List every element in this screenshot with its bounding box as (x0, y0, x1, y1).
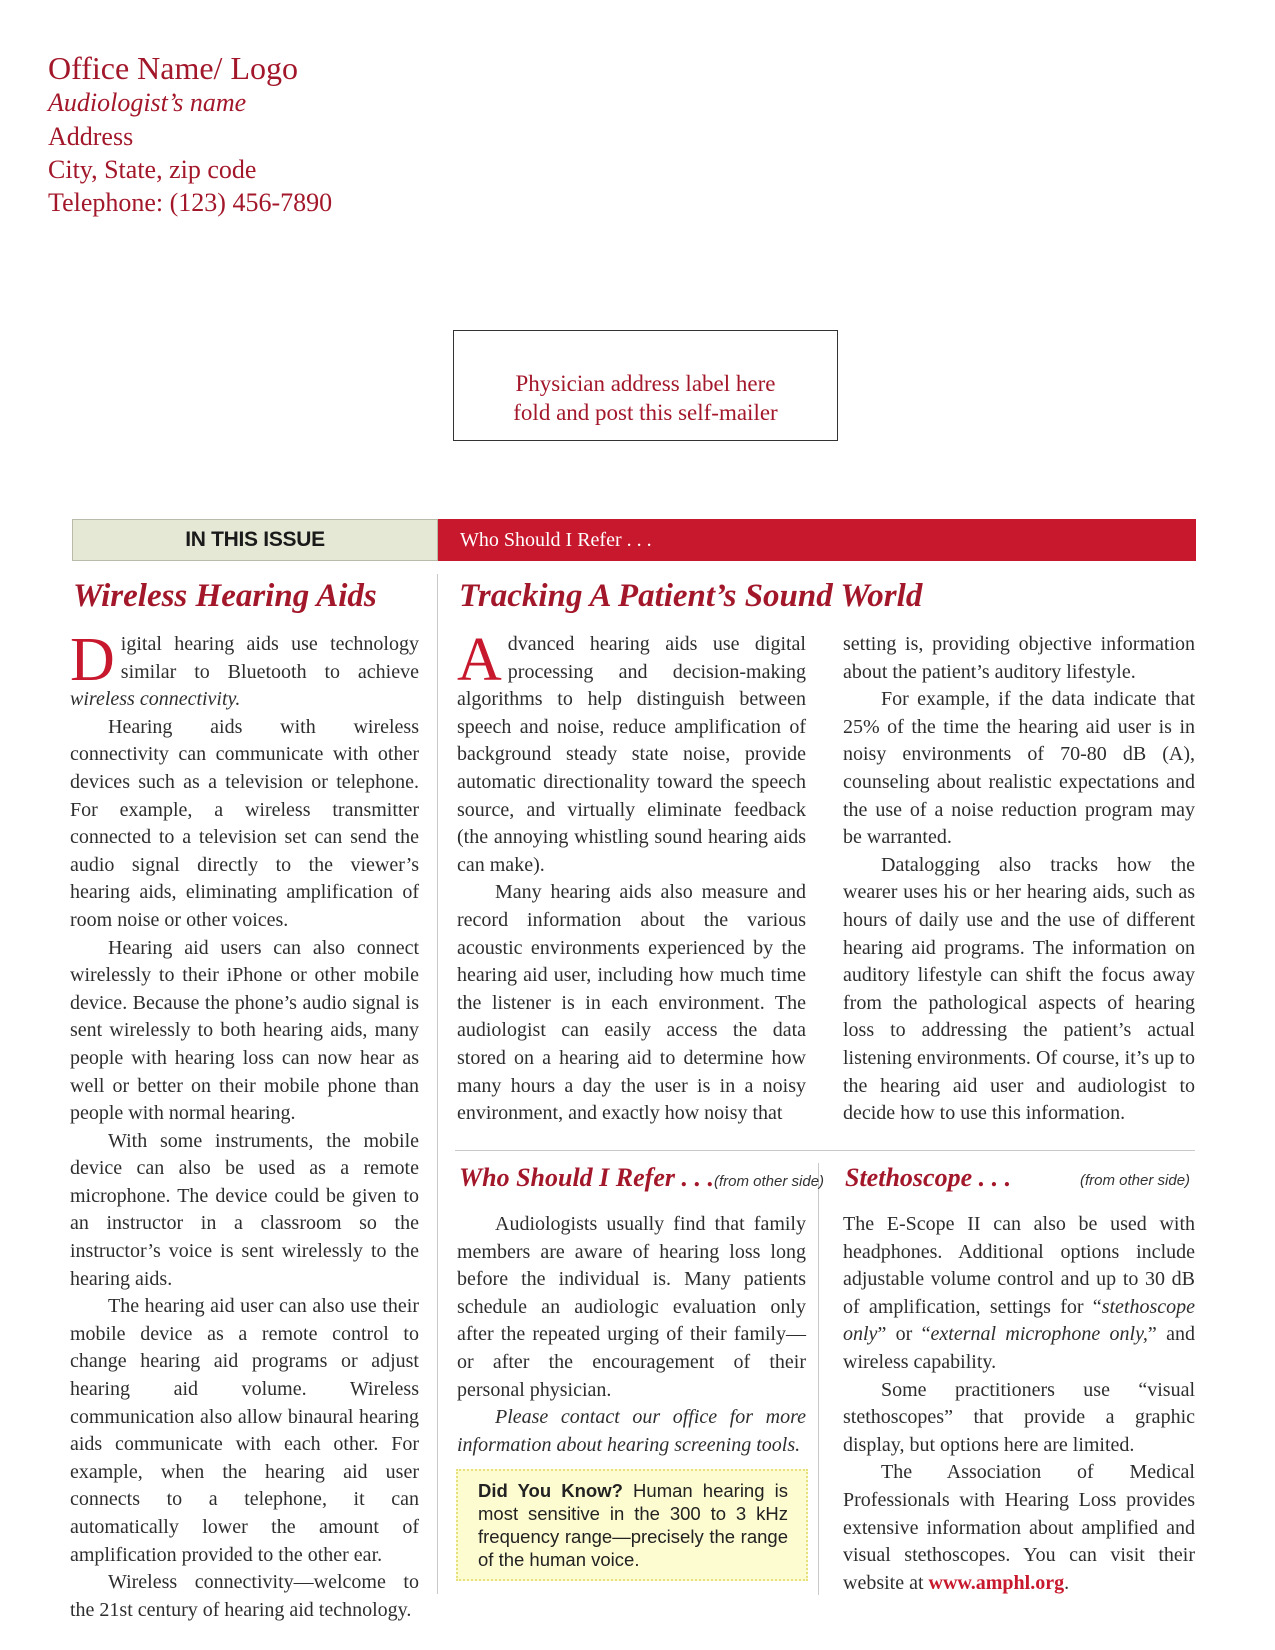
wireless-paragraph-5: The hearing aid user can also use their mobile device as a remote control to change hearing aid programs or adjust hearing aid volume. Wireless communication also allow binaural hearing aids communicate with each other. For example, when the hearing aid user connects to a telephone, it can automatically lower the amount of amplification provided to the other ear. (70, 1295, 419, 1566)
who-should-i-refer-banner: Who Should I Refer . . . (438, 519, 1196, 561)
stethoscope-title: Stethoscope . . . (845, 1163, 1012, 1192)
office-telephone: Telephone: (123) 456-7890 (48, 188, 333, 217)
steth-p3-end: . (1064, 1571, 1070, 1594)
section-divider (455, 1150, 1195, 1151)
stethoscope-note: (from other side) (1080, 1172, 1191, 1189)
refer-note: (from other side) (714, 1173, 825, 1190)
tracking-paragraph-4: For example, if the data indicate that 25% of the time the hearing aid user is in noisy environments of 70-80 dB (A), counseling about realistic expectations and the use of a noise reduction program may be warranted. (843, 688, 1195, 849)
office-name: Office Name/ Logo (48, 50, 298, 86)
wireless-paragraph-3: Hearing aid users can also connect wirelessly to their iPhone or other mobile device. Because the phone’s audio signal is sent wirelessly to both hearing aids, many people with hearing loss can now hear as well or better on their mobile phone than people with normal hearing. (70, 936, 419, 1125)
wireless-article (70, 626, 419, 1624)
stethoscope-paragraph-2: Some practitioners use “visual stethoscopes” that provide a graphic display, but options here are limited. (843, 1378, 1195, 1456)
office-address: Address (48, 122, 134, 151)
tracking-paragraph-2: Many hearing aids also measure and record information about the various acoustic environments experienced by the hearing aid user, including how much time the listener is in each environment. The audiologist can easily access the data stored on a hearing aid to determine how many hours a day the user is in a noisy environment, and exactly how noisy that (457, 881, 806, 1125)
tracking-drop-cap: A (457, 626, 502, 694)
did-you-know-text: Human hearing is most sensitive in the 300 to 3 kHz frequency range—precisely the range of the human voice. (478, 1480, 788, 1570)
wireless-drop-cap: D (70, 626, 115, 694)
wireless-paragraph-6: Wireless connectivity—welcome to the 21st century of hearing aid technology. (70, 1571, 419, 1621)
did-you-know-lead: Did You Know? (478, 1480, 623, 1501)
tracking-title: Tracking A Patient’s Sound World (459, 578, 923, 614)
wireless-p1-emphasis: wireless connectivity. (70, 688, 241, 711)
steth-p1-b: ” or “ (877, 1323, 931, 1346)
amphl-website-link[interactable]: www.amphl.org (928, 1571, 1065, 1594)
column-divider (437, 574, 438, 1594)
office-city-state-zip: City, State, zip code (48, 155, 257, 184)
wireless-paragraph-2: Hearing aids with wireless connectivity can communicate with other devices such as a television or telephone. For example, a wireless transmitter connected to a television set can send the audio signal directly to the viewer’s hearing aids, eliminating amplification of room noise or other voices. (70, 715, 419, 931)
stethoscope-paragraph-1 (843, 1211, 1195, 1377)
refer-title (459, 1163, 824, 1193)
stethoscope-paragraph-3 (843, 1459, 1195, 1597)
office-header (48, 52, 332, 223)
tracking-paragraph-3: setting is, providing objective information about the patient’s auditory lifestyle. (843, 633, 1195, 683)
label-box-line-1: Physician address label here (515, 371, 776, 396)
steth-p1-em2: external microphone only, (930, 1323, 1148, 1346)
wireless-p1-text: igital hearing aids use technology similar to Bluetooth to achieve (120, 633, 419, 683)
address-label-box (453, 330, 838, 441)
refer-title-text: Who Should I Refer . . . (459, 1163, 714, 1192)
steth-p3-text: The Association of Medical Professionals with Hearing Loss provides extensive information about amplified and visual stethoscopes. You can visit their website at (843, 1461, 1195, 1594)
audiologist-name: Audiologist’s name (48, 88, 247, 117)
tracking-paragraph-1 (457, 626, 806, 879)
steth-p1-c: ” and wireless capability. (843, 1323, 1195, 1373)
in-this-issue-banner: IN THIS ISSUE (72, 519, 438, 561)
label-box-line-2: fold and post this self-mailer (513, 400, 778, 425)
tracking-article-col-1 (457, 626, 806, 1128)
wireless-paragraph-4: With some instruments, the mobile device can also be used as a remote microphone. The device could be given to an instructor in a classroom so the instructor’s voice is sent wirelessly to the hearing aids. (70, 1129, 419, 1290)
wireless-paragraph-1 (70, 626, 419, 714)
did-you-know-box (456, 1469, 808, 1581)
refer-paragraph-2: Please contact our office for more information about hearing screening tools. (457, 1406, 806, 1456)
steth-p1-em1: stethoscope only (843, 1295, 1195, 1346)
steth-p1-a: The E-Scope II can also be used with headphones. Additional options include adjustable volume control and up to 30 dB of amplification, settings for “ (843, 1213, 1195, 1318)
column-divider-lower (818, 1163, 819, 1595)
tracking-paragraph-5: Datalogging also tracks how the wearer uses his or her hearing aids, such as hours of daily use and the use of different hearing aid programs. The information on auditory lifestyle can shift the focus away from the pathological aspects of hearing loss to addressing the patient’s actual listening environments. Of course, it’s up to the hearing aid user and audiologist to decide how to use this information. (843, 853, 1195, 1125)
refer-paragraph-1: Audiologists usually find that family members are aware of hearing loss long before the individual is. Many patients schedule an audiologic evaluation only after the repeated urging of their family—or after the encouragement of their personal physician. (457, 1213, 806, 1401)
refer-article (457, 1211, 806, 1459)
wireless-title: Wireless Hearing Aids (73, 578, 377, 614)
tracking-article-col-2 (843, 631, 1195, 1128)
tracking-p1-text: dvanced hearing aids use digital processing and decision-making algorithms to help distinguish between speech and noise, reduce amplification of background steady state noise, provide automatic directionality toward the speech source, and virtually eliminate feedback (the annoying whistling sound hearing aids can make). (457, 633, 806, 876)
stethoscope-article (843, 1211, 1195, 1597)
